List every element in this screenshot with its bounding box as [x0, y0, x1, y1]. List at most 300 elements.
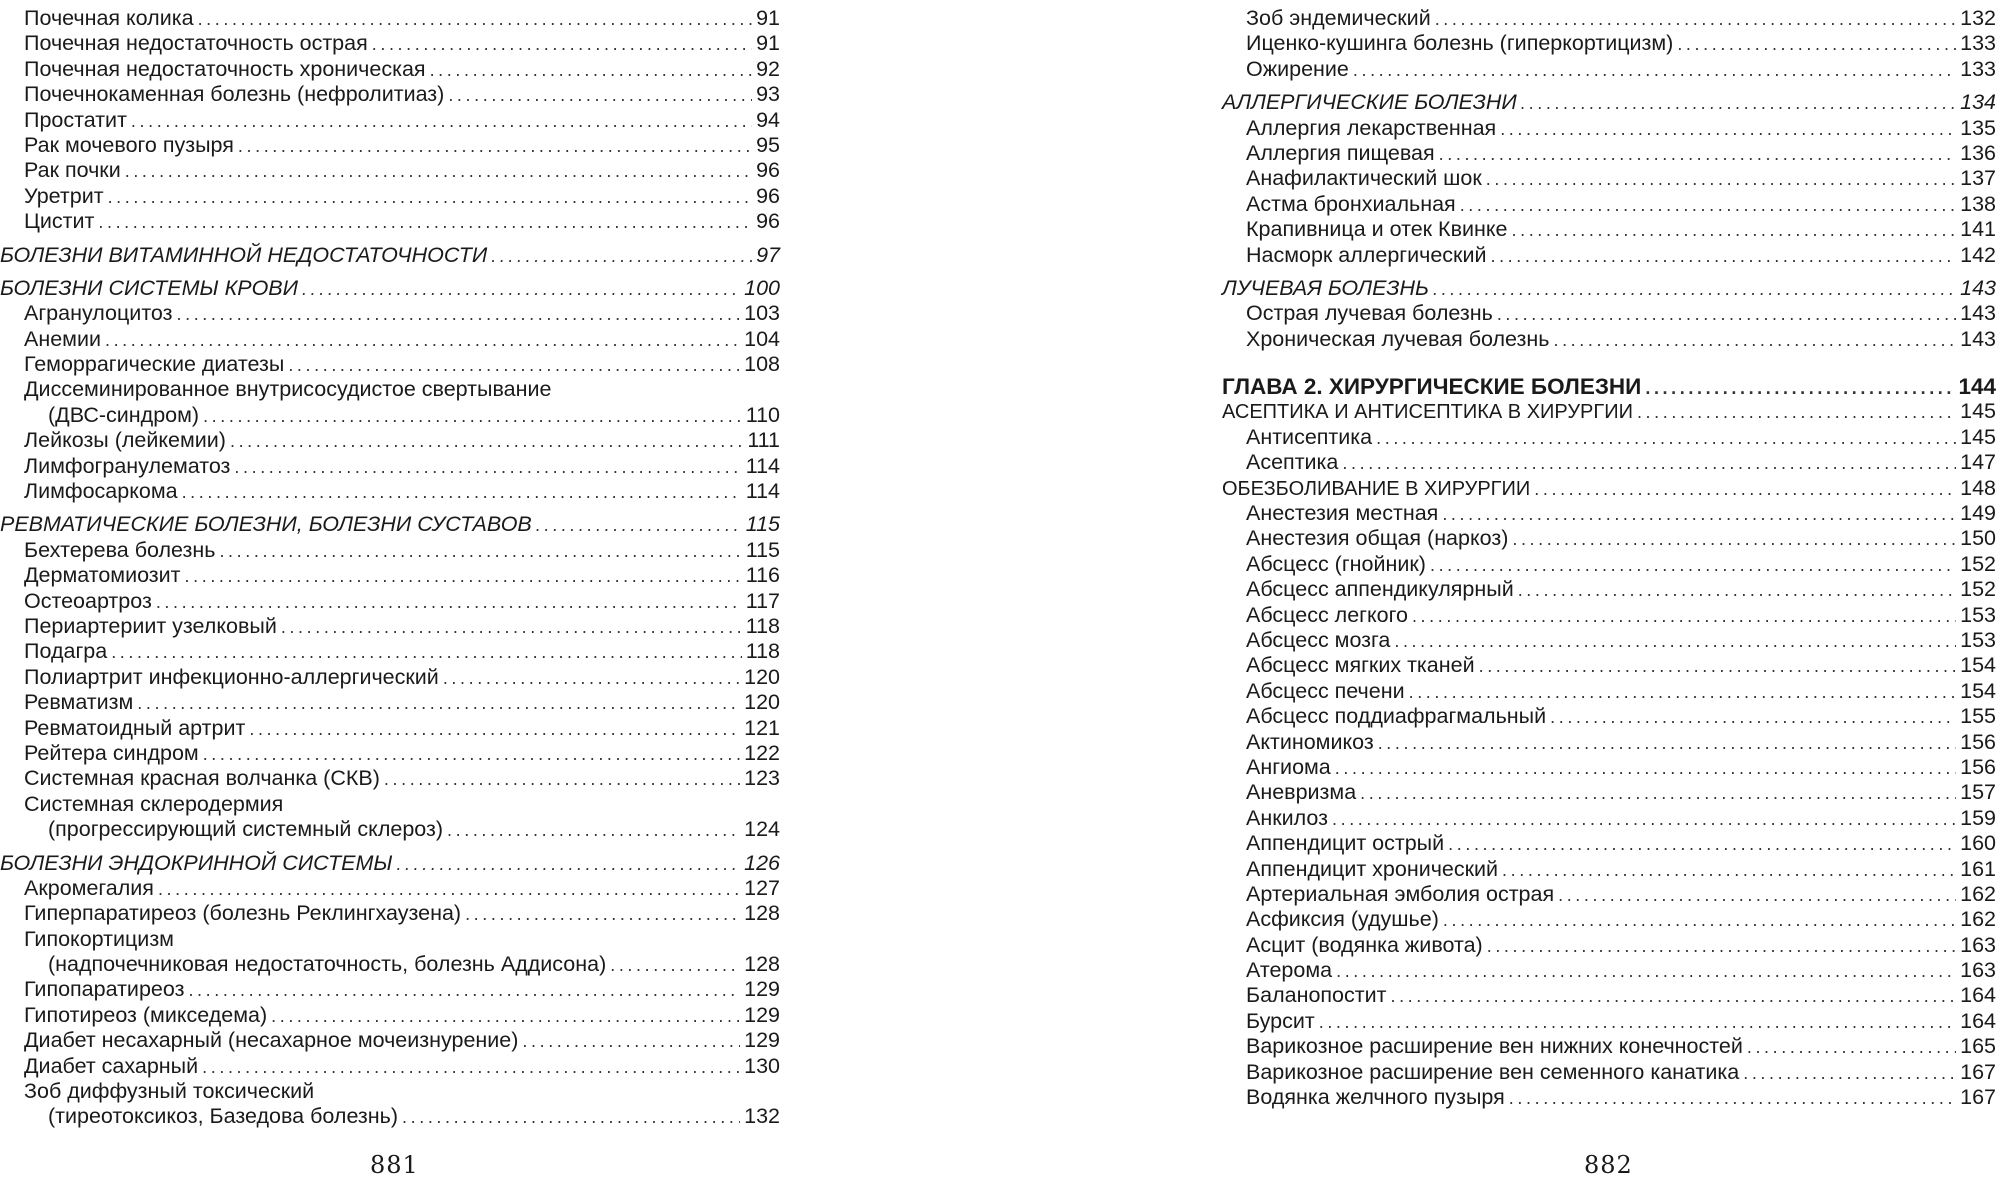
toc-entry — [1222, 501, 1996, 526]
toc-dot-leader — [1376, 426, 1956, 451]
toc-entry-page: 122 — [744, 740, 780, 765]
toc-entry-page: 115 — [745, 537, 780, 562]
toc-entry-page: 167 — [1960, 1085, 1996, 1110]
toc-entry-title: Иценко-кушинга болезнь (гиперкортицизм) — [1246, 31, 1674, 56]
toc-entry — [1222, 653, 1996, 678]
toc-entry-title: Острая лучевая болезнь — [1246, 301, 1493, 326]
toc-dot-leader — [271, 1004, 740, 1029]
toc-dot-leader — [372, 32, 752, 57]
toc-dot-leader — [137, 691, 740, 716]
toc-dot-leader — [105, 328, 740, 353]
toc-entry — [0, 1054, 780, 1079]
toc-dot-leader — [302, 277, 740, 302]
toc-entry-title: Варикозное расширение вен нижних конечностей — [1246, 1034, 1743, 1059]
toc-entry — [0, 716, 780, 741]
toc-entry-title: Актиномикоз — [1246, 729, 1374, 754]
toc-entry-page: 134 — [1960, 90, 1996, 115]
toc-entry-page: 94 — [756, 107, 780, 132]
toc-entry-page: 118 — [745, 613, 780, 638]
toc-entry-title: Лимфогранулематоз — [24, 453, 231, 478]
toc-dot-leader — [281, 615, 742, 640]
toc-entry-title: Анестезия местная — [1246, 501, 1439, 526]
toc-entry — [0, 454, 780, 479]
toc-entry-page: 162 — [1960, 907, 1996, 932]
toc-entry-title: Абсцесс мягких тканей — [1246, 653, 1475, 678]
toc-entry-title: Диабет несахарный (несахарное мочеизнурение) — [24, 1028, 519, 1053]
toc-entry-title: Анемии — [24, 326, 101, 351]
toc-entry-page: 164 — [1960, 1008, 1996, 1033]
toc-entry-title: Аллергия пищевая — [1246, 140, 1435, 165]
toc-entry — [1222, 116, 1996, 141]
toc-entry-page: 133 — [1960, 56, 1996, 81]
toc-entry-page: 132 — [1960, 6, 1996, 30]
toc-entry-page: 141 — [1960, 217, 1996, 242]
toc-entry-page: 133 — [1960, 31, 1996, 56]
toc-entry-page: 150 — [1960, 526, 1996, 551]
toc-dot-leader — [402, 1105, 740, 1130]
toc-entry-page: 143 — [1960, 326, 1996, 351]
toc-entry-title: Ревматизм — [24, 690, 134, 715]
toc-entry — [0, 352, 780, 377]
toc-entry — [0, 901, 780, 926]
toc-dot-leader — [1637, 400, 1956, 425]
toc-entry-title: Диссеминированное внутрисосудистое свертывание — [24, 377, 552, 402]
toc-entry-title: Цистит — [24, 209, 95, 234]
toc-entry-page: 148 — [1960, 475, 1996, 500]
toc-entry-title: Лейкозы (лейкемии) — [24, 428, 226, 453]
toc-entry-page: 154 — [1960, 653, 1996, 678]
toc-entry-title: ОБЕЗБОЛИВАНИЕ В ХИРУРГИИ — [1222, 477, 1531, 500]
toc-entry-page: 91 — [756, 6, 780, 30]
toc-dot-leader — [536, 513, 742, 538]
toc-entry-title: Ожирение — [1246, 56, 1349, 81]
toc-entry-page: 135 — [1960, 115, 1996, 140]
toc-entry — [0, 209, 780, 234]
toc-entry — [0, 184, 780, 209]
toc-entry-page: 103 — [744, 301, 780, 326]
toc-entry — [1222, 983, 1996, 1008]
toc-entry-page: 108 — [744, 352, 780, 377]
toc-entry-title: Ревматоидный артрит — [24, 715, 246, 740]
toc-entry-title: Полиартрит инфекционно-аллергический — [24, 664, 439, 689]
toc-entry-page: 91 — [756, 31, 780, 56]
toc-entry-page: 114 — [745, 453, 780, 478]
toc-dot-leader — [430, 58, 753, 83]
toc-dot-leader — [1430, 553, 1956, 578]
toc-entry — [0, 1079, 780, 1104]
toc-entry — [1222, 679, 1996, 704]
toc-entry — [1222, 301, 1996, 326]
toc-entry-page: 156 — [1960, 729, 1996, 754]
toc-entry-title: Абсцесс поддиафрагмальный — [1246, 704, 1547, 729]
toc-dot-leader — [1645, 376, 1954, 401]
toc-dot-leader — [156, 590, 742, 615]
toc-entry — [0, 665, 780, 690]
toc-dot-leader — [108, 185, 753, 210]
page-number-right: 882 — [1584, 1151, 1633, 1179]
toc-dot-leader — [1512, 218, 1957, 243]
toc-entry — [1222, 907, 1996, 932]
toc-entry-page: 123 — [744, 766, 780, 791]
toc-dot-leader — [1521, 91, 1956, 116]
toc-entry — [0, 741, 780, 766]
toc-dot-leader — [491, 244, 752, 269]
toc-entry-title: Атерома — [1246, 958, 1333, 983]
toc-entry — [0, 766, 780, 791]
toc-entry — [0, 1104, 780, 1129]
toc-dot-leader — [1412, 604, 1956, 629]
toc-entry-title: Бехтерева болезнь — [24, 537, 216, 562]
toc-dot-leader — [1342, 451, 1956, 476]
toc-entry-title: Простатит — [24, 107, 127, 132]
toc-entry-title: Анестезия общая (наркоз) — [1246, 526, 1509, 551]
toc-entry-title: Почечная колика — [24, 6, 194, 30]
toc-entry — [0, 301, 780, 326]
toc-entry-title: Антисептика — [1246, 424, 1373, 449]
toc-entry-title: Зоб эндемический — [1246, 6, 1431, 30]
toc-dot-leader — [198, 7, 753, 32]
toc-entry-page: 100 — [744, 275, 780, 300]
toc-entry — [0, 589, 780, 614]
toc-dot-leader — [1448, 832, 1956, 857]
toc-dot-leader — [1433, 277, 1956, 302]
toc-dot-leader — [288, 353, 740, 378]
toc-entry-page: 147 — [1960, 450, 1996, 475]
toc-dot-leader — [1509, 1086, 1956, 1111]
toc-section-heading — [0, 243, 780, 268]
toc-entry-page: 127 — [744, 875, 780, 900]
toc-entry-title: Уретрит — [24, 183, 104, 208]
toc-entry-page: 129 — [744, 977, 780, 1002]
toc-entry-page: 154 — [1960, 678, 1996, 703]
toc-entry-title: Гипокортицизм — [24, 926, 174, 951]
toc-section-heading — [0, 276, 780, 301]
toc-dot-leader — [158, 877, 740, 902]
toc-entry-title: АЛЛЕРГИЧЕСКИЕ БОЛЕЗНИ — [1222, 90, 1517, 115]
toc-entry-title: Зоб диффузный токсический — [24, 1079, 315, 1104]
toc-entry-title: Анафилактический шок — [1246, 166, 1482, 191]
toc-entry — [0, 479, 780, 504]
toc-dot-leader — [182, 480, 742, 505]
toc-dot-leader — [396, 852, 740, 877]
toc-dot-leader — [1479, 654, 1957, 679]
toc-entry-title: Астма бронхиальная — [1246, 191, 1456, 216]
toc-entry-page: 118 — [745, 639, 780, 664]
toc-entry — [0, 817, 780, 842]
toc-entry-title: АСЕПТИКА И АНТИСЕПТИКА В ХИРУРГИИ — [1222, 401, 1633, 424]
toc-entry-page: 115 — [745, 512, 780, 537]
toc-entry-title: Бурсит — [1246, 1008, 1315, 1033]
toc-entry-title: Почечнокаменная болезнь (нефролитиаз) — [24, 82, 445, 107]
toc-entry-title: Системная склеродермия — [24, 791, 284, 816]
toc-entry-page: 96 — [756, 183, 780, 208]
toc-entry — [1222, 882, 1996, 907]
toc-entry-title: БОЛЕЗНИ ВИТАМИННОЙ НЕДОСТАТОЧНОСТИ — [0, 242, 488, 267]
toc-dot-leader — [522, 1029, 740, 1054]
toc-entry-title: Диабет сахарный — [24, 1053, 199, 1078]
toc-entry-title: Насморк аллергический — [1246, 242, 1487, 267]
toc-entry — [0, 108, 780, 133]
toc-entry-page: 110 — [745, 402, 780, 427]
toc-entry-title: Остеоартроз — [24, 588, 152, 613]
toc-entry-page: 124 — [744, 817, 780, 842]
toc-entry-page: 157 — [1960, 780, 1996, 805]
toc-section-heading — [0, 851, 780, 876]
toc-entry — [0, 377, 780, 402]
toc-dot-leader — [1534, 477, 1956, 502]
toc-entry-page: 121 — [744, 715, 780, 740]
toc-dot-leader — [234, 455, 741, 480]
toc-entry-title: (ДВС-синдром) — [48, 402, 200, 427]
toc-entry-page: 144 — [1958, 374, 1996, 400]
toc-entry-page: 117 — [745, 588, 780, 613]
toc-entry-title: БОЛЕЗНИ ЭНДОКРИННОЙ СИСТЕМЫ — [0, 850, 393, 875]
toc-entry-title: Аппендицит хронический — [1246, 856, 1499, 881]
toc-dot-leader — [125, 159, 752, 184]
toc-entry-page: 96 — [756, 158, 780, 183]
toc-entry-page: 104 — [744, 326, 780, 351]
toc-entry — [0, 614, 780, 639]
toc-dot-leader — [1677, 32, 1956, 57]
toc-entry — [1222, 6, 1996, 31]
toc-section-heading — [1222, 276, 1996, 301]
toc-dot-leader — [1439, 142, 1956, 167]
toc-entry — [0, 538, 780, 563]
toc-entry — [0, 792, 780, 817]
toc-dot-leader — [1550, 705, 1956, 730]
toc-entry-page: 96 — [756, 209, 780, 234]
toc-dot-leader — [1335, 756, 1956, 781]
toc-entry-page: 114 — [745, 479, 780, 504]
toc-entry-title: Варикозное расширение вен семенного канатика — [1246, 1059, 1740, 1084]
toc-entry — [1222, 577, 1996, 602]
toc-entry-title: Артериальная эмболия острая — [1246, 881, 1555, 906]
toc-entry-page: 160 — [1960, 831, 1996, 856]
toc-dot-leader — [177, 302, 741, 327]
toc-entry-title: Абсцесс аппендикулярный — [1246, 577, 1514, 602]
toc-entry-title: Асфиксия (удушье) — [1246, 907, 1439, 932]
toc-dot-leader — [249, 717, 740, 742]
toc-entry-page: 153 — [1960, 627, 1996, 652]
toc-entry-page: 136 — [1960, 140, 1996, 165]
toc-entry-title: Гипопаратиреоз — [24, 977, 185, 1002]
toc-entry — [1222, 603, 1996, 628]
toc-entry — [1222, 1060, 1996, 1085]
toc-entry — [0, 927, 780, 952]
toc-dot-leader — [1319, 1010, 1956, 1035]
toc-dot-leader — [610, 953, 740, 978]
toc-entry — [1222, 192, 1996, 217]
toc-entry-title: Рейтера синдром — [24, 740, 199, 765]
toc-dot-leader — [185, 564, 742, 589]
toc-entry — [0, 158, 780, 183]
toc-dot-leader — [1497, 302, 1956, 327]
toc-entry-title: Лимфосаркома — [24, 479, 178, 504]
toc-entry — [0, 563, 780, 588]
toc-dot-leader — [1502, 858, 1956, 883]
toc-entry-title: Периартериит узелковый — [24, 613, 277, 638]
toc-dot-leader — [202, 1055, 740, 1080]
toc-entry — [0, 403, 780, 428]
toc-dot-leader — [1360, 781, 1956, 806]
toc-section-heading — [1222, 90, 1996, 115]
toc-dot-leader — [1747, 1035, 1956, 1060]
toc-entry-title: Абсцесс мозга — [1246, 627, 1391, 652]
toc-entry — [0, 327, 780, 352]
toc-entry — [1222, 628, 1996, 653]
toc-entry-page: 152 — [1960, 551, 1996, 576]
toc-entry-page: 163 — [1960, 958, 1996, 983]
toc-dot-leader — [465, 902, 740, 927]
toc-entry — [1222, 1085, 1996, 1110]
toc-entry-page: 142 — [1960, 242, 1996, 267]
toc-dot-leader — [1332, 807, 1956, 832]
toc-entry-title: Хроническая лучевая болезнь — [1246, 326, 1550, 351]
toc-entry-page: 126 — [744, 850, 780, 875]
toc-entry-title: Асцит (водянка живота) — [1246, 932, 1483, 957]
toc-entry-page: 92 — [756, 56, 780, 81]
toc-entry-title: ЛУЧЕВАЯ БОЛЕЗНЬ — [1222, 275, 1429, 300]
toc-entry — [1222, 704, 1996, 729]
toc-section-heading — [0, 512, 780, 537]
toc-entry-page: 161 — [1960, 856, 1996, 881]
toc-dot-leader — [443, 666, 740, 691]
toc-dot-leader — [1558, 883, 1956, 908]
toc-entry-title: (прогрессирующий системный склероз) — [48, 817, 444, 842]
toc-dot-leader — [238, 134, 752, 159]
toc-entry — [1222, 243, 1996, 268]
toc-dot-leader — [131, 109, 752, 134]
toc-entry — [0, 82, 780, 107]
toc-entry — [1222, 425, 1996, 450]
toc-entry — [0, 1028, 780, 1053]
toc-entry-page: 137 — [1960, 166, 1996, 191]
toc-entry — [1222, 166, 1996, 191]
toc-entry — [0, 977, 780, 1002]
toc-entry-title: Рак мочевого пузыря — [24, 132, 234, 157]
toc-entry — [1222, 141, 1996, 166]
toc-entry — [1222, 552, 1996, 577]
toc-entry-page: 152 — [1960, 577, 1996, 602]
toc-entry-page: 143 — [1960, 301, 1996, 326]
right-toc — [1222, 6, 1996, 1110]
toc-entry — [1222, 1034, 1996, 1059]
toc-entry-title: Дерматомиозит — [24, 563, 181, 588]
toc-entry-page: 145 — [1960, 399, 1996, 424]
toc-entry-title: Водянка желчного пузыря — [1246, 1085, 1505, 1110]
toc-entry-page: 129 — [744, 1028, 780, 1053]
toc-entry — [0, 57, 780, 82]
toc-dot-leader — [111, 640, 742, 665]
toc-entry-title: Геморрагические диатезы — [24, 352, 285, 377]
toc-entry-title: БОЛЕЗНИ СИСТЕМЫ КРОВИ — [0, 275, 299, 300]
toc-dot-leader — [98, 210, 752, 235]
toc-entry — [1222, 958, 1996, 983]
toc-entry-title: Аппендицит острый — [1246, 831, 1445, 856]
toc-entry — [1222, 327, 1996, 352]
toc-dot-leader — [1743, 1061, 1956, 1086]
toc-entry-page: 155 — [1960, 704, 1996, 729]
toc-entry-title: Ангиома — [1246, 754, 1331, 779]
toc-dot-leader — [1390, 984, 1956, 1009]
toc-entry-page: 129 — [744, 1002, 780, 1027]
toc-dot-leader — [1486, 167, 1956, 192]
toc-entry-title: Асептика — [1246, 450, 1339, 475]
toc-entry — [1222, 526, 1996, 551]
toc-entry-title: РЕВМАТИЧЕСКИЕ БОЛЕЗНИ, БОЛЕЗНИ СУСТАВОВ — [0, 512, 532, 537]
toc-entry — [1222, 755, 1996, 780]
toc-entry-page: 138 — [1960, 191, 1996, 216]
toc-entry-title: Аневризма — [1246, 780, 1357, 805]
toc-dot-leader — [219, 539, 741, 564]
toc-dot-leader — [1512, 527, 1956, 552]
toc-entry — [0, 639, 780, 664]
toc-entry-page: 149 — [1960, 501, 1996, 526]
toc-entry-page: 167 — [1960, 1059, 1996, 1084]
toc-entry — [1222, 806, 1996, 831]
toc-dot-leader — [1500, 117, 1956, 142]
toc-entry-title: ГЛАВА 2. ХИРУРГИЧЕСКИЕ БОЛЕЗНИ — [1222, 374, 1642, 400]
toc-entry-page: 111 — [747, 428, 780, 453]
toc-entry — [1222, 217, 1996, 242]
toc-entry-page: 120 — [744, 664, 780, 689]
toc-entry-page: 165 — [1960, 1034, 1996, 1059]
toc-entry-title: Гиперпаратиреоз (болезнь Реклингхаузена) — [24, 901, 462, 926]
toc-entry-page: 162 — [1960, 881, 1996, 906]
toc-entry-title: Абсцесс печени — [1246, 678, 1405, 703]
toc-entry-page: 130 — [744, 1053, 780, 1078]
toc-entry — [1222, 780, 1996, 805]
toc-dot-leader — [1553, 328, 1956, 353]
toc-dot-leader — [203, 742, 740, 767]
toc-entry-title: Акромегалия — [24, 875, 154, 900]
toc-dot-leader — [1336, 959, 1956, 984]
toc-dot-leader — [1394, 629, 1956, 654]
toc-entry-page: 97 — [756, 242, 780, 267]
toc-dot-leader — [188, 978, 740, 1003]
toc-dot-leader — [384, 767, 740, 792]
toc-entry-title: Системная красная волчанка (СКВ) — [24, 766, 380, 791]
toc-dot-leader — [1442, 502, 1956, 527]
toc-entry-page: 153 — [1960, 602, 1996, 627]
toc-entry-title: Почечная недостаточность хроническая — [24, 56, 426, 81]
toc-entry — [1222, 57, 1996, 82]
toc-entry-page: 116 — [745, 563, 780, 588]
toc-entry-page: 128 — [744, 901, 780, 926]
toc-entry-title: (тиреотоксикоз, Базедова болезнь) — [48, 1104, 399, 1129]
toc-entry-title: Абсцесс легкого — [1246, 602, 1408, 627]
toc-entry — [0, 690, 780, 715]
toc-entry-title: Аллергия лекарственная — [1246, 115, 1497, 140]
toc-entry-title: Рак почки — [24, 158, 121, 183]
toc-entry-page: 95 — [756, 132, 780, 157]
toc-dot-leader — [230, 429, 743, 454]
toc-entry — [0, 6, 780, 31]
toc-dot-leader — [203, 404, 742, 429]
toc-entry-page: 159 — [1960, 805, 1996, 830]
toc-entry-title: Агранулоцитоз — [24, 301, 173, 326]
toc-dot-leader — [1518, 578, 1956, 603]
toc-dot-leader — [1443, 908, 1956, 933]
toc-entry-page: 163 — [1960, 932, 1996, 957]
toc-dot-leader — [1378, 731, 1956, 756]
toc-dot-leader — [1487, 934, 1956, 959]
toc-entry-title: Почечная недостаточность острая — [24, 31, 368, 56]
toc-entry-page: 132 — [744, 1104, 780, 1129]
toc-entry-title: Подагра — [24, 639, 108, 664]
toc-dot-leader — [1490, 244, 1956, 269]
toc-entry-title: Баланопостит — [1246, 983, 1387, 1008]
